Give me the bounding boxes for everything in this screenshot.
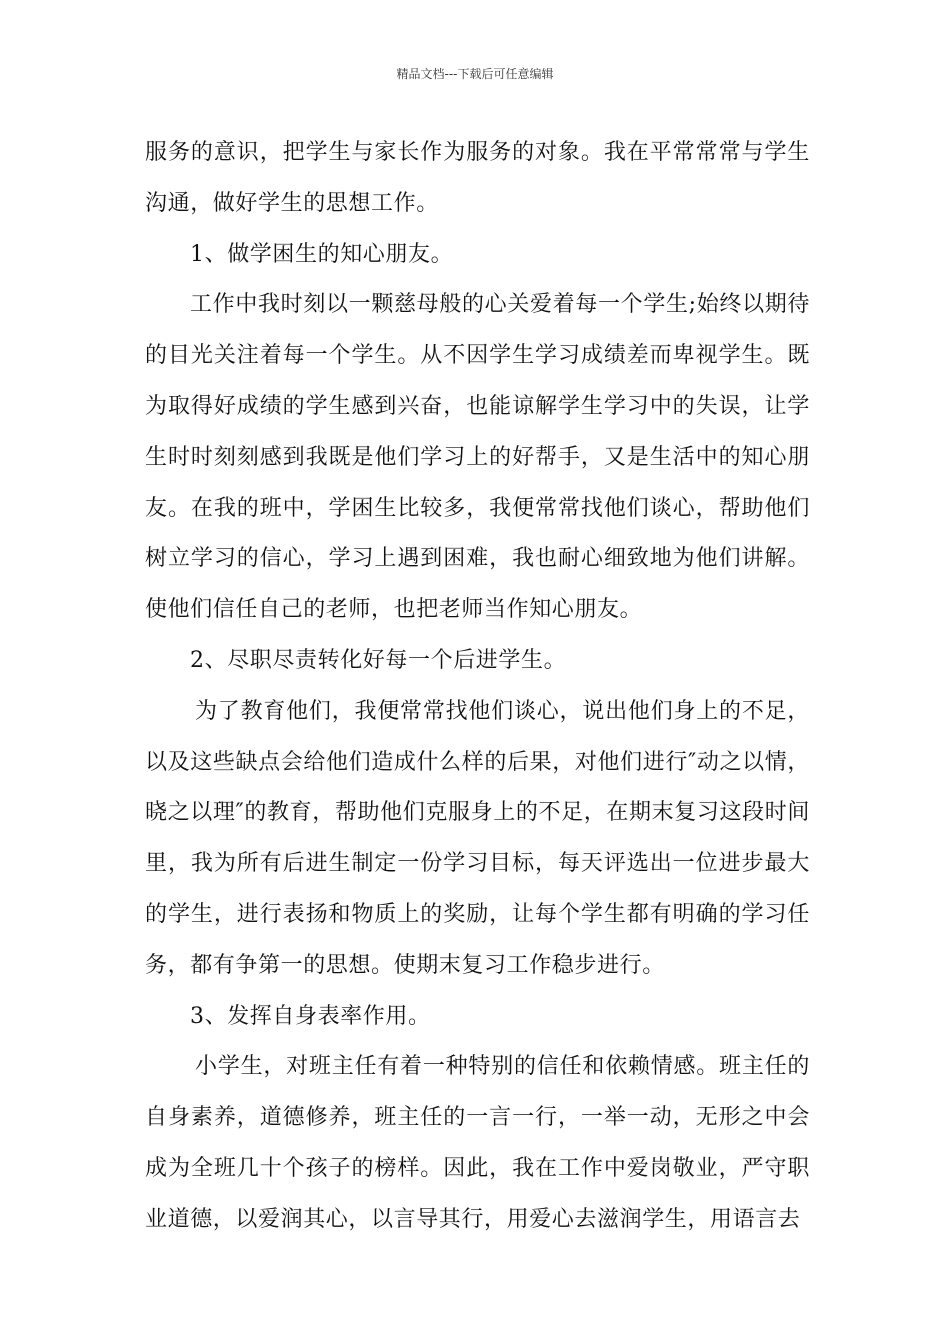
page-header: 精品文档---下载后可任意编辑 xyxy=(396,67,554,81)
document-body xyxy=(145,128,810,1246)
heading-role-model: 3、发挥自身表率作用。 xyxy=(190,1003,431,1029)
heading-underachieving-students: 2、尽职尽责转化好每一个后进学生。 xyxy=(190,647,567,673)
paragraph-role-model: 小学生，对班主任有着一种特别的信任和依赖情感。班主任的自身素养，道德修养，班主任的一言一行，一举一动，无形之中会成为全班几十个孩子的榜样。因此，我在工作中爱岗敬业，严守职业道德，以爱润其心，以言导其行，用爱心去滋润学生，用语言去 xyxy=(145,1054,810,1232)
paragraph-service-awareness: 服务的意识，把学生与家长作为服务的对象。我在平常常常与学生沟通，做好学生的思想工作。 xyxy=(145,140,810,216)
paragraph-educating-students: 为了教育他们，我便常常找他们谈心，说出他们身上的不足，以及这些缺点会给他们造成什么样的后果，对他们进行″动之以情，晓之以理″的教育，帮助他们克服身上的不足，在期末复习这段时间里，我为所有后进生制定一份学习目标，每天评选出一位进步最大的学生，进行表扬和物质上的奖励，让每个学生都有明确的学习任务，都有争第一的思想。使期末复习工作稳步进行。 xyxy=(145,698,810,978)
paragraph-caring-students: 工作中我时刻以一颗慈母般的心关爱着每一个学生;始终以期待的目光关注着每一个学生。从不因学生学习成绩差而卑视学生。既为取得好成绩的学生感到兴奋，也能谅解学生学习中的失误，让学生时时刻刻感到我既是他们学习上的好帮手，又是生活中的知心朋友。在我的班中，学困生比较多，我便常常找他们谈心，帮助他们树立学习的信心，学习上遇到困难，我也耐心细致地为他们讲解。使他们信任自己的老师，也把老师当作知心朋友。 xyxy=(145,292,810,623)
heading-struggling-students: 1、做学困生的知心朋友。 xyxy=(190,241,454,267)
